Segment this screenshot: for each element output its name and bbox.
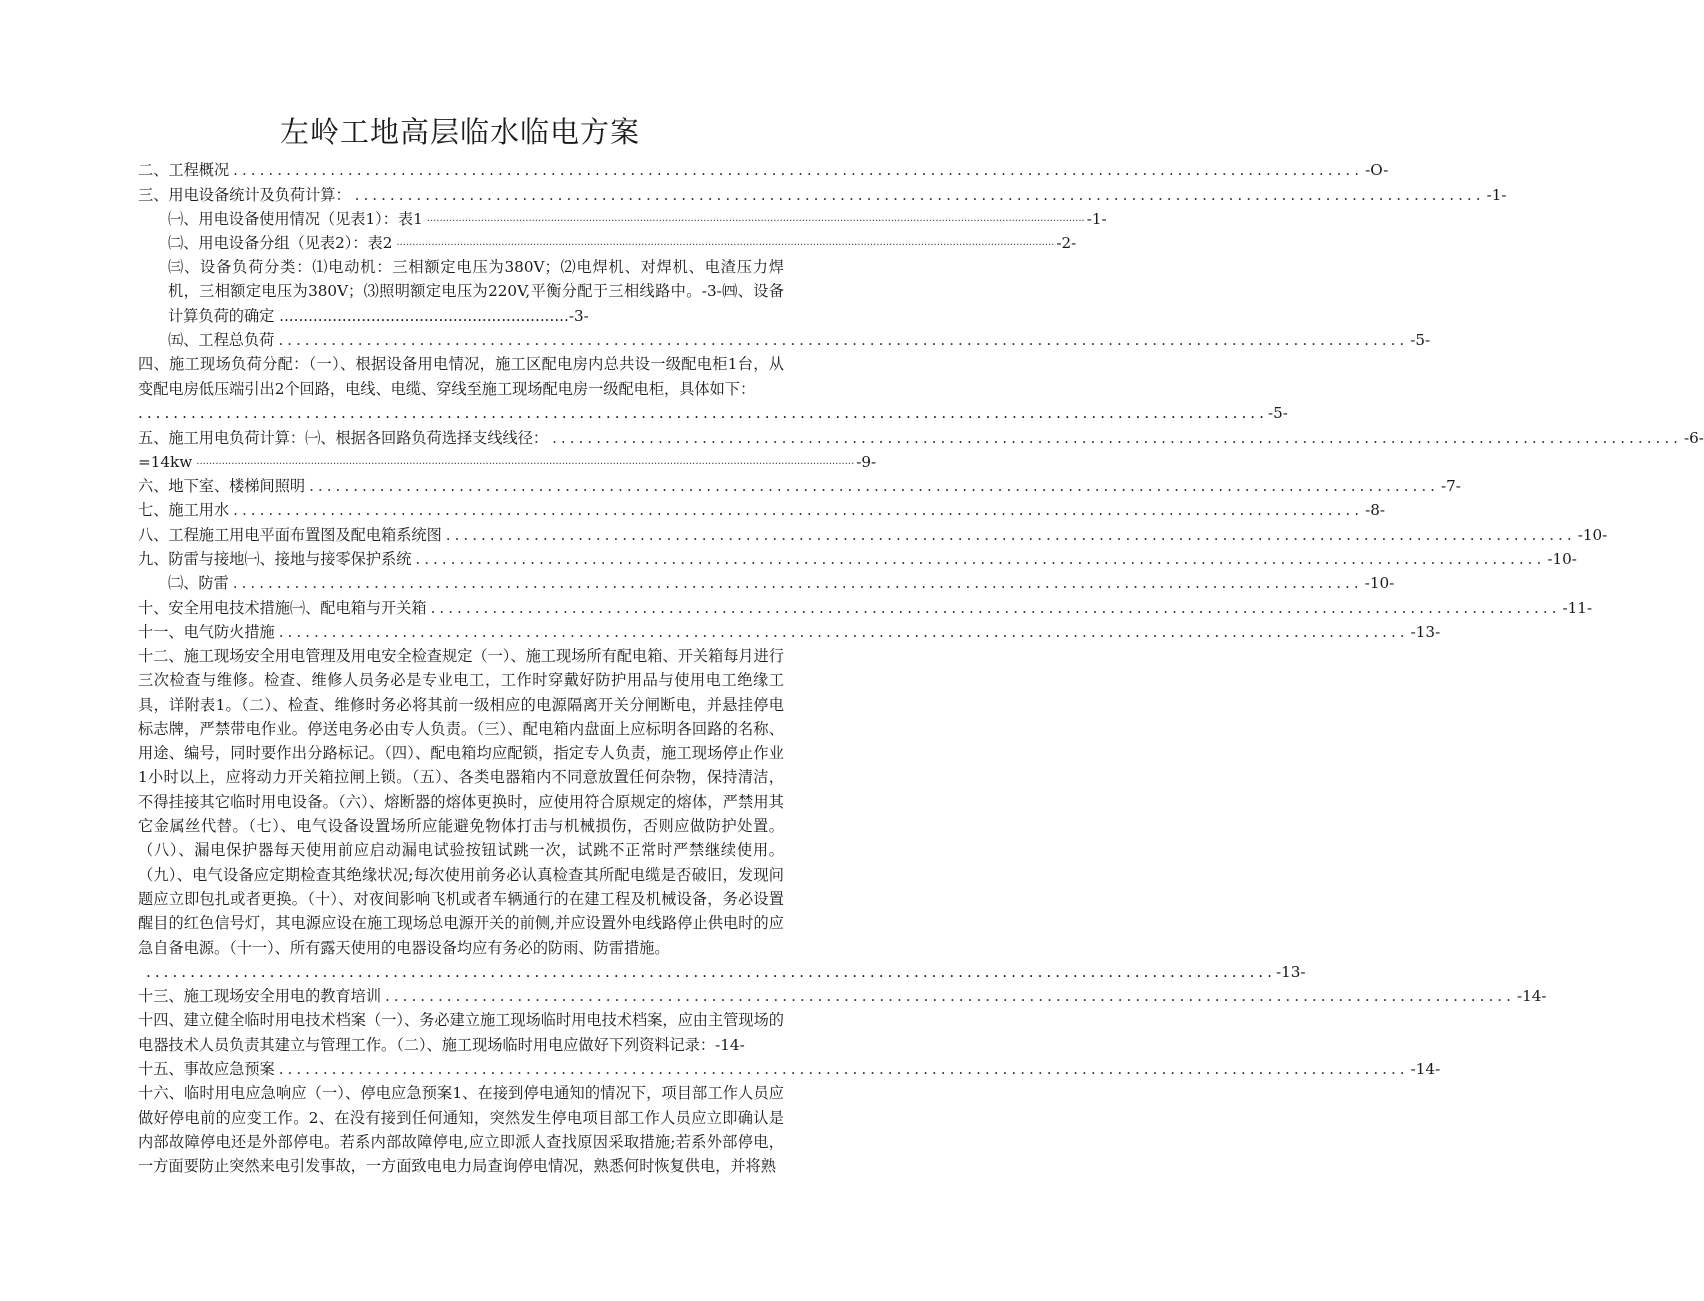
toc-page-number: -5- (1267, 403, 1288, 422)
toc-leader: ................................................................................................................................ (232, 574, 1363, 593)
toc-entry-3-2[interactable] (138, 231, 1077, 255)
toc-entry-14[interactable] (138, 1008, 784, 1057)
toc-page-number: -1- (1086, 209, 1107, 228)
toc-page-number: -O- (1365, 161, 1389, 180)
toc-entry-text: 八、工程施工用电平面布置图及配电箱系统图 (138, 525, 442, 544)
toc-entry-text: ㈡、用电设备分组（见表2）：表2 (168, 234, 393, 253)
toc-page-number: -11- (1562, 598, 1593, 617)
toc-leader: ................................................................................................................................ (430, 598, 1561, 617)
toc-entry-text: 十五、事故应急预案 (138, 1060, 275, 1079)
toc-page-number: -10- (1364, 574, 1395, 593)
toc-page-number: -14- (1516, 987, 1547, 1006)
toc-page-number: -5- (1410, 331, 1431, 350)
toc-entry-4[interactable] (138, 352, 784, 401)
toc-leader: ................................................................................................................................ (354, 185, 1485, 204)
toc-entry-11[interactable] (138, 620, 1441, 644)
toc-entry-text: 六、地下室、楼梯间照明 (138, 477, 306, 496)
toc-entry-13[interactable] (138, 984, 1547, 1008)
toc-leader: ................................................................................................................................ (278, 331, 1409, 350)
toc-entry-text: 四、施工现场负荷分配：（一）、根据设备用电情况，施工区配电房内总共设一级配电柜1台，从变配电房低压端引出2个回路，电线、电缆、穿线至施工现场配电房一级配电柜，具体如下： (138, 355, 784, 398)
toc-entry-8[interactable] (138, 522, 1608, 546)
toc-page-number: -13- (1410, 622, 1441, 641)
toc-entry-5[interactable] (138, 425, 1704, 449)
toc-page-number: -1- (1486, 185, 1507, 204)
toc-entry-text: ㈠、用电设备使用情况（见表1）：表1 (168, 209, 423, 228)
toc-leader: ................................................................................................................................ (309, 477, 1440, 496)
toc-page-number: -10- (1577, 525, 1608, 544)
toc-leader: ............................................................................................................................................................................................................... (396, 237, 1055, 249)
toc-entry-4-leader-line (138, 401, 1288, 425)
toc-leader: ................................................................................................................................ (138, 403, 1268, 422)
toc-entry-16[interactable] (138, 1081, 784, 1178)
toc-entry-text: 三、用电设备统计及负荷计算： (138, 185, 351, 204)
toc-entry-text: 十二、施工现场安全用电管理及用电安全检查规定（一）、施工现场所有配电箱、开关箱每月进行三次检查与维修。检查、维修人员务必是专业电工，工作时穿戴好防护用品与使用电工绝缘工具，详附表1。（二）、检查、维修时务必将其前一级相应的电源隔离开关分闸断电，并悬挂停电标志牌，严禁带电作业。停送电务必由专人负责。（三）、配电箱内盘面上应标明各回路的名称、用途、编号，同时要作出分路标记。（四）、配电箱均应配锁，指定专人负责，施工现场停止作业1小时以上，应将动力开关箱拉闸上锁。（五）、各类电器箱内不同意放置任何杂物，保持清洁，不得挂接其它临时用电设备。（六）、熔断器的熔体更换时，应使用符合原规定的熔体，严禁用其它金属丝代替。（七）、电气设备设置场所应能避免物体打击与机械损伤，否则应做防护处置。（八）、漏电保护器每天使用前应启动漏电试验按钮试跳一次，试跳不正常时严禁继续使用。（九）、电气设备应定期检查其绝缘状况;每次使用前务必认真检查其所配电缆是否破旧，发现问题应立即包扎或者更换。（十）、对夜间影响飞机或者车辆通行的在建工程及机械设备，务必设置醒目的红色信号灯，其电源应设在施工现场总电源开关的前侧,并应设置外电线路停止供电时的应急自备电源。（十一）、所有露天使用的电器设备均应有务必的防雨、防雷措施。 (138, 646, 784, 957)
toc-entry-9[interactable] (138, 547, 1577, 571)
toc-leader: ................................................................................................................................ (146, 962, 1276, 981)
toc-page-number: -9- (856, 452, 877, 471)
toc-entry-3[interactable] (138, 182, 1507, 206)
toc-page-number: -14- (1410, 1060, 1441, 1079)
toc-leader: ............................................................................................................................................................................................................... (196, 455, 855, 467)
toc-entry-text: ㈢、设备负荷分类：⑴电动机：三相额定电压为380V；⑵电焊机、对焊机、电渣压力焊机，三相额定电压为380V；⑶照明额定电压为220V,平衡分配于三相线路中。-3-㈣、设备计算负荷的确定 (168, 258, 784, 325)
toc-entry-7[interactable] (138, 498, 1386, 522)
toc-entry-text: 九、防雷与接地㈠、接地与接零保护系统 (138, 550, 412, 569)
toc-entry-12[interactable] (138, 644, 784, 960)
toc-entry-5b[interactable] (138, 450, 877, 474)
toc-entry-text: 二、工程概况 (138, 161, 230, 180)
toc-entry-text: 五、施工用电负荷计算：㈠、根据各回路负荷选择支线线径： (138, 428, 549, 447)
toc-leader: ................................................................................................................................ (278, 1060, 1409, 1079)
toc-entry-text: 七、施工用水 (138, 501, 230, 520)
toc-entry-text: ㈡、防雷 (168, 574, 229, 593)
table-of-contents (138, 158, 1704, 1178)
toc-entry-text: =14kw (138, 452, 193, 471)
toc-leader: ................................................................................................................................ (415, 550, 1546, 569)
toc-entry-text: 十六、临时用电应急响应（一）、停电应急预案1、在接到停电通知的情况下，项目部工作人员应做好停电前的应变工作。2、在没有接到任何通知，突然发生停电项目部工作人员应立即确认是内部故障停电还是外部停电。若系内部故障停电,应立即派人查找原因采取措施;若系外部停电，一方面要防止突然来电引发事故，一方面致电电力局查询停电情况，熟悉何时恢复供电，并将熟 (138, 1084, 784, 1176)
toc-leader: ................................................................................................................................ (552, 428, 1683, 447)
toc-page-number: -10- (1547, 550, 1577, 569)
toc-leader: ................................................................................................................................ (278, 622, 1409, 641)
toc-entry-10[interactable] (138, 595, 1593, 619)
page-title: 左岭工地高层临水临电方案 (279, 115, 640, 149)
toc-leader: ................................................................................................................................ (233, 161, 1364, 180)
toc-leader: ................................................................................................................................ (233, 501, 1364, 520)
toc-entry-3-5[interactable] (138, 328, 1431, 352)
toc-entry-text: 十四、建立健全临时用电技术档案（一）、务必建立施工现场临时用电技术档案，应由主管现场的电器技术人员负责其建立与管理工作。（二）、施工现场临时用电应做好下列资料记录： (138, 1011, 784, 1054)
toc-entry-6[interactable] (138, 474, 1461, 498)
toc-leader: ................................................................................................................................ (385, 987, 1515, 1006)
toc-page-number: -8- (1365, 501, 1386, 520)
toc-entry-3-3[interactable] (138, 255, 784, 328)
toc-entry-text: ㈤、工程总负荷 (168, 331, 275, 350)
toc-entry-text: 十一、电气防火措施 (138, 622, 275, 641)
toc-entry-2[interactable] (138, 158, 1389, 182)
toc-leader: ............................................................................................................................................................................................................... (426, 212, 1085, 224)
toc-entry-3-1[interactable] (138, 207, 1107, 231)
toc-page-number: -3- (568, 306, 589, 325)
toc-leader: ................................................................................................................................ (445, 525, 1576, 544)
toc-entry-9-2[interactable] (138, 571, 1395, 595)
toc-page-number: -7- (1441, 477, 1461, 496)
toc-entry-text: 十三、施工现场安全用电的教育培训 (138, 987, 381, 1006)
toc-page-number: -2- (1056, 234, 1077, 253)
toc-entry-12-leader-line (138, 960, 1306, 984)
toc-page-number: -6- (1684, 428, 1704, 447)
toc-leader: ............................................................ (274, 306, 569, 325)
toc-entry-text: 十、安全用电技术措施㈠、配电箱与开关箱 (138, 598, 427, 617)
toc-entry-15[interactable] (138, 1057, 1441, 1081)
toc-page-number: -13- (1275, 962, 1306, 981)
toc-page-number: -14- (715, 1035, 745, 1054)
